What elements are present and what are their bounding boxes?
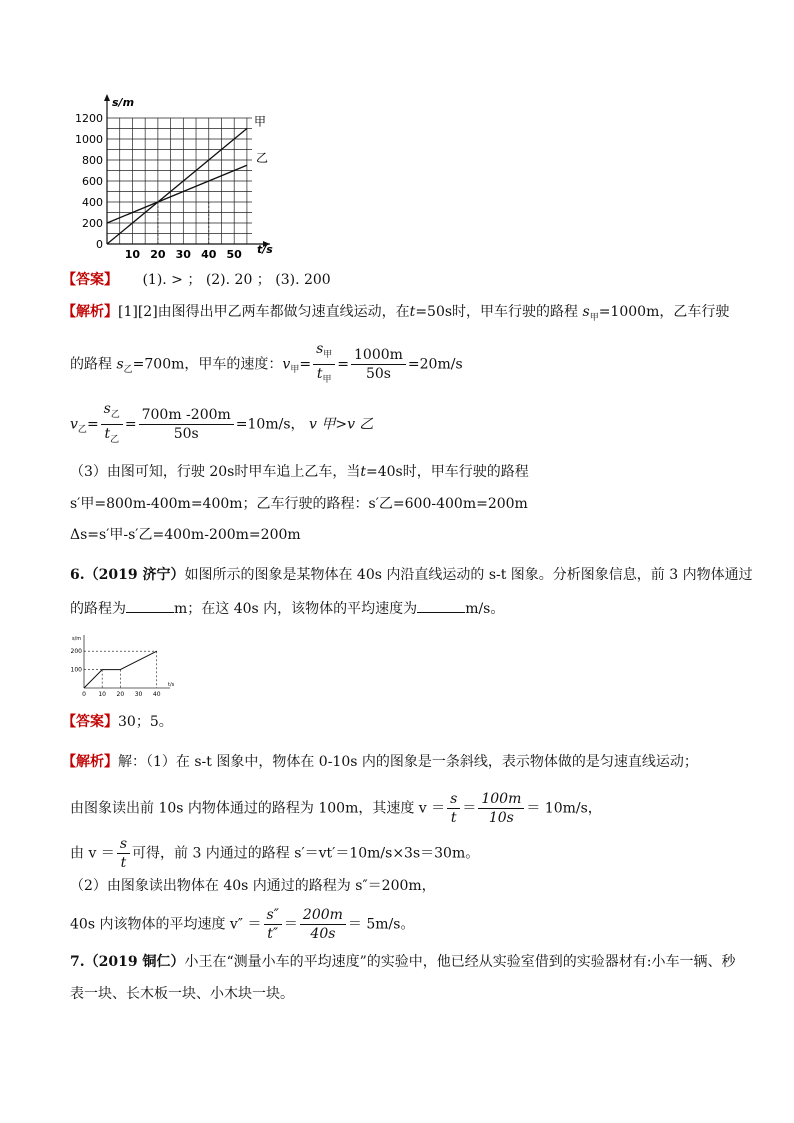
fraction (351, 346, 406, 383)
text: 甲 (589, 312, 599, 323)
answer-tag: 【答案】 (62, 272, 118, 288)
text: 1000m (351, 346, 406, 365)
q6-analysis-line-4: （2）由图象读出物体在 40s 内通过的路程为 s″＝200m， (70, 878, 436, 894)
text: 50s (365, 365, 391, 382)
text: s (117, 835, 130, 854)
q6-analysis-line-2 (70, 790, 602, 827)
y-tick-label: 1200 (75, 112, 103, 125)
text: 如图所示的图象是某物体在 40s 内沿直线运动的 s-t 图象。分析图象信息，前 3 内物体通过 (184, 567, 753, 583)
text: v (282, 356, 291, 373)
st-graph-small (64, 632, 174, 700)
text: s (582, 304, 590, 320)
text: 小王在“测量小车的平均速度”的实验中，他已经从实验室借到的实验器材有:小车一辆、秒 (184, 954, 736, 970)
text: ＝ 5m/s。 (347, 916, 415, 933)
question-number: 7. (70, 954, 85, 970)
x-axis-label: t/s (257, 243, 273, 256)
answer-text: 30；5。 (118, 714, 173, 730)
chart1-lines (107, 129, 247, 245)
question-number: 6. (70, 567, 85, 583)
fraction (139, 406, 234, 443)
y-tick-label: 800 (82, 154, 103, 167)
text: 的路程 (70, 356, 112, 373)
x-axis-label: t/s (168, 682, 174, 688)
text: m；在这 40s 内，该物体的平均速度为 (174, 601, 418, 617)
text: m/s。 (465, 601, 505, 617)
x-tick-label: 20 (116, 691, 125, 698)
text: =1000m，乙车行驶 (598, 304, 730, 320)
text: =10m/s， (235, 416, 305, 433)
answer-text: (1). > ； (2). 20 ； (3). 200 (142, 272, 331, 288)
text: v 甲>v 乙 (308, 416, 374, 433)
text: t (409, 304, 416, 320)
y-tick-label: 100 (70, 666, 82, 674)
text: = (124, 416, 137, 433)
text: = (299, 356, 312, 373)
q5-analysis-line-2 (70, 340, 463, 389)
fraction (264, 906, 282, 943)
text: 50s (173, 425, 199, 442)
st-graph-jia-yi (60, 92, 290, 264)
x-tick-label: 20 (150, 248, 166, 261)
chart1-grid (107, 118, 252, 244)
text: 由图象读出前 10s 内物体通过的路程为 100m，其速度 v ＝ (70, 800, 446, 817)
text: s (316, 341, 324, 357)
q5-answer-line (62, 270, 331, 290)
question-source: （2019 济宁） (84, 567, 185, 583)
text: 100m (478, 790, 524, 809)
q6-analysis-line-5 (70, 906, 414, 943)
x-tick-label: 0 (82, 691, 86, 698)
text: 700m -200m (139, 406, 234, 425)
text: 甲 (290, 365, 300, 376)
text: v (70, 416, 78, 433)
q5-analysis-line-1 (62, 302, 729, 328)
y-axis-label: s/m (112, 96, 135, 109)
q6-stem-line-1 (70, 565, 753, 585)
fraction (101, 400, 123, 449)
x-tick-label: 40 (201, 248, 217, 261)
q6-analysis-line-1 (62, 752, 698, 772)
q6-stem-line-2 (70, 598, 504, 619)
q6-answer-line (62, 712, 173, 732)
fraction (117, 835, 130, 872)
text: 可得，前 3 内通过的路程 s′＝vt′＝10m/s×3s＝30m。 (132, 845, 480, 862)
text: （3）由图可知，行驶 20s时甲车追上乙车，当 (70, 464, 361, 480)
x-tick-label: 30 (134, 691, 143, 698)
text: t (120, 855, 127, 871)
q5-analysis-line-4 (70, 462, 529, 482)
text: =50s时，甲车行驶的路程 (415, 304, 579, 320)
q5-analysis-line-5: s′甲=800m-400m=400m；乙车行驶的路程：s′乙=600-400m=200m (70, 496, 528, 512)
question-source: （2019 铜仁） (84, 954, 185, 970)
text: t (360, 464, 366, 480)
text: =40s时，甲车行驶的路程 (366, 464, 529, 480)
text: ＝ 10m/s， (526, 800, 602, 817)
q6-analysis-line-3 (70, 835, 479, 872)
fraction (447, 790, 460, 827)
text: t (316, 365, 323, 382)
q7-stem-line-1 (70, 952, 736, 972)
text: =20m/s (407, 356, 463, 373)
x-tick-label: 10 (124, 248, 141, 261)
text: s (116, 356, 124, 373)
y-tick-label: 0 (96, 238, 103, 251)
text: =700m，甲车的速度： (132, 356, 283, 373)
text: 10s (488, 810, 514, 826)
x-tick-label: 50 (226, 248, 242, 261)
text: 乙 (123, 365, 133, 376)
y-axis-label: s/m (72, 636, 82, 642)
text: t (450, 810, 457, 826)
q5-analysis-line-3 (70, 400, 373, 449)
x-tick-label: 30 (175, 248, 191, 261)
answer-blank-1 (126, 598, 174, 613)
text: 乙 (77, 425, 87, 436)
text: ＝ (462, 800, 477, 817)
text: 解：（1）在 s-t 图象中，物体在 0-10s 内的图象是一条斜线，表示物体做的是匀速直线运动； (118, 754, 698, 770)
text: 200m (300, 906, 346, 925)
answer-blank-2 (417, 598, 465, 613)
text: ＝ (283, 916, 298, 933)
text: 40s (310, 926, 336, 942)
y-tick-label: 400 (82, 196, 103, 209)
text: 40s 内该物体的平均速度 v″ ＝ (70, 916, 262, 933)
x-tick-label: 10 (98, 691, 107, 698)
series-label-jia: 甲 (254, 114, 267, 129)
y-tick-label: 200 (70, 648, 82, 656)
q5-analysis-line-6: Δs=s′甲-s′乙=400m-200m=200m (70, 527, 301, 543)
y-tick-label: 200 (82, 217, 103, 230)
fraction (313, 340, 335, 389)
analysis-tag: 【解析】 (62, 304, 118, 320)
text: [1][2]由图得出甲乙两车都做匀速直线运动，在 (118, 304, 410, 320)
y-axis-arrow (104, 94, 110, 101)
y-tick-label: 1000 (75, 133, 103, 146)
text: 甲 (322, 374, 332, 385)
answer-tag: 【答案】 (62, 714, 118, 730)
text: s″ (264, 906, 282, 925)
chart2-marks (71, 635, 174, 698)
q7-stem-line-2: 表一块、长木板一块、小木块一块。 (70, 986, 294, 1002)
analysis-tag: 【解析】 (62, 754, 118, 770)
text: s (447, 790, 460, 809)
text: = (337, 356, 349, 373)
series-label-yi: 乙 (256, 151, 269, 166)
text: = (86, 416, 99, 433)
fraction (300, 906, 346, 943)
series-line-jia (107, 129, 247, 245)
text: 乙 (110, 434, 120, 445)
series-line-yi (107, 165, 247, 223)
chart1-labels (75, 96, 273, 261)
text: t (104, 425, 111, 442)
text: 的路程为 (70, 601, 126, 617)
fraction (478, 790, 524, 827)
x-tick-label: 40 (152, 691, 161, 698)
text: 由 v ＝ (70, 845, 115, 862)
y-tick-label: 600 (82, 175, 103, 188)
text: 甲 (323, 349, 333, 360)
text: 乙 (110, 409, 120, 420)
text: t″ (267, 926, 279, 942)
text: s (103, 401, 111, 417)
